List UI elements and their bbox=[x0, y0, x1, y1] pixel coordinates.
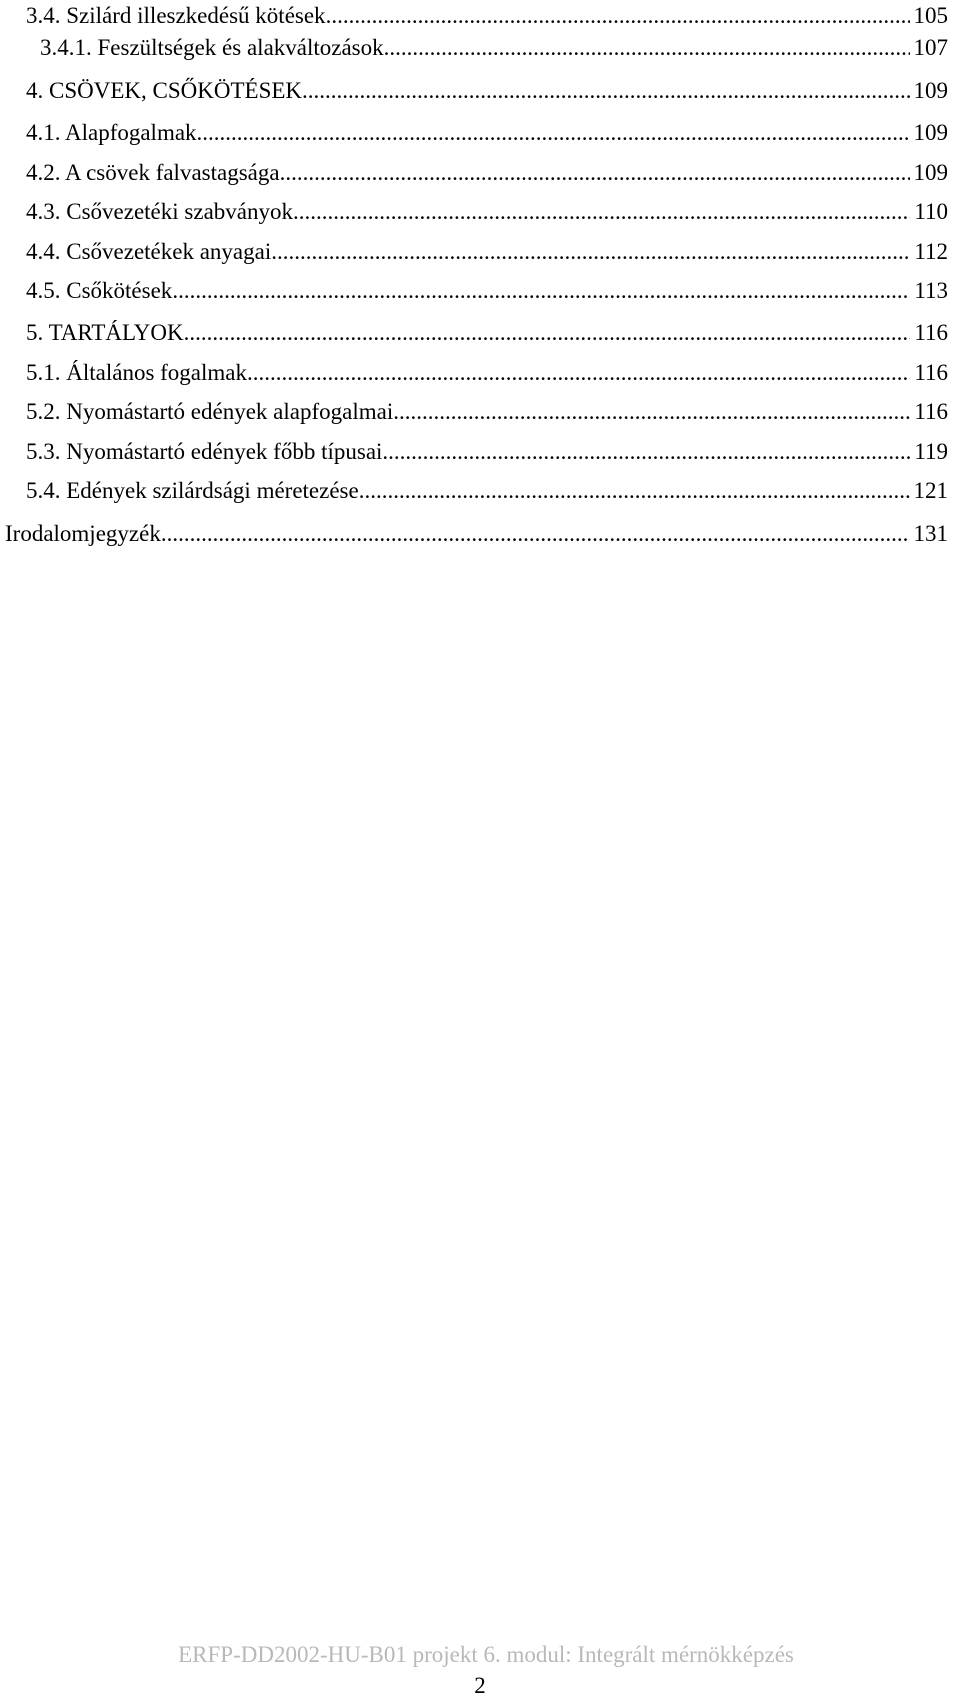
toc-entry[interactable] bbox=[26, 358, 948, 388]
toc-entry-title: 5.3. Nyomástartó edények főbb típusai bbox=[26, 439, 383, 464]
toc-entry-page: 116 bbox=[914, 320, 948, 345]
toc-leader-dots bbox=[197, 118, 910, 148]
toc-entry-title: 4.5. Csőkötések bbox=[26, 278, 173, 303]
toc-leader-dots bbox=[382, 437, 910, 467]
toc-leader-dots bbox=[302, 76, 909, 106]
toc-entry-page: 119 bbox=[914, 439, 948, 464]
toc-entry-page: 113 bbox=[914, 278, 948, 303]
toc-leader-dots bbox=[161, 519, 910, 549]
toc-entry-title: 4. CSÖVEK, CSŐKÖTÉSEK bbox=[26, 78, 303, 103]
toc-entry-title: 5.2. Nyomástartó edények alapfogalmai bbox=[26, 399, 394, 424]
toc-entry[interactable] bbox=[26, 76, 948, 106]
toc-leader-dots bbox=[271, 237, 910, 267]
toc-leader-dots bbox=[359, 476, 910, 506]
toc-entry-title: Irodalomjegyzék bbox=[5, 521, 161, 546]
toc-leader-dots bbox=[393, 397, 910, 427]
toc-entry-page: 116 bbox=[914, 360, 948, 385]
toc-entry[interactable] bbox=[26, 158, 948, 188]
toc-entry[interactable] bbox=[26, 397, 948, 427]
toc-entry-title: 4.1. Alapfogalmak bbox=[26, 120, 197, 145]
toc-entry-title: 3.4. Szilárd illeszkedésű kötések bbox=[26, 3, 326, 28]
toc-entry-title: 5.1. Általános fogalmak bbox=[26, 360, 248, 385]
toc-leader-dots bbox=[280, 158, 910, 188]
page-number: 2 bbox=[474, 1673, 486, 1698]
toc-entry-page: 110 bbox=[914, 199, 948, 224]
toc-entry[interactable] bbox=[40, 33, 948, 63]
toc-entry-title: 5.4. Edények szilárdsági méretezése bbox=[26, 478, 359, 503]
toc-entry-title: 5. TARTÁLYOK bbox=[26, 320, 184, 345]
toc-entry-title: 4.3. Csővezetéki szabványok bbox=[26, 199, 293, 224]
toc-entry-title: 3.4.1. Feszültségek és alakváltozások bbox=[40, 35, 384, 60]
toc-entry-page: 121 bbox=[913, 478, 948, 503]
toc-entry-title: 4.2. A csövek falvastagsága bbox=[26, 160, 280, 185]
toc-entry[interactable] bbox=[26, 1, 948, 31]
footer-project-text: ERFP-DD2002-HU-B01 projekt 6. modul: Integrált mérnökképzés bbox=[178, 1642, 794, 1667]
toc-leader-dots bbox=[172, 276, 910, 306]
toc-entry[interactable] bbox=[26, 276, 948, 306]
toc-entry-page: 112 bbox=[914, 239, 948, 264]
toc-entry-page: 105 bbox=[913, 3, 948, 28]
toc-entry-page: 109 bbox=[913, 78, 948, 103]
toc-entry-title: 4.4. Csővezetékek anyagai bbox=[26, 239, 272, 264]
toc-leader-dots bbox=[384, 33, 910, 63]
toc-entry[interactable] bbox=[5, 519, 948, 549]
toc-entry[interactable] bbox=[26, 118, 948, 148]
toc-leader-dots bbox=[293, 197, 910, 227]
toc-entry[interactable] bbox=[26, 437, 948, 467]
toc-entry[interactable] bbox=[26, 476, 948, 506]
toc-entry[interactable] bbox=[26, 237, 948, 267]
toc-leader-dots bbox=[326, 1, 910, 31]
toc-leader-dots bbox=[247, 358, 910, 388]
toc-leader-dots bbox=[184, 318, 911, 348]
toc-entry-page: 109 bbox=[913, 120, 948, 145]
toc-entry-page: 131 bbox=[913, 521, 948, 546]
toc-entry-page: 107 bbox=[913, 35, 948, 60]
toc-entry-page: 109 bbox=[913, 160, 948, 185]
toc-entry[interactable] bbox=[26, 197, 948, 227]
toc-entry-page: 116 bbox=[914, 399, 948, 424]
toc-entry[interactable] bbox=[26, 318, 948, 348]
